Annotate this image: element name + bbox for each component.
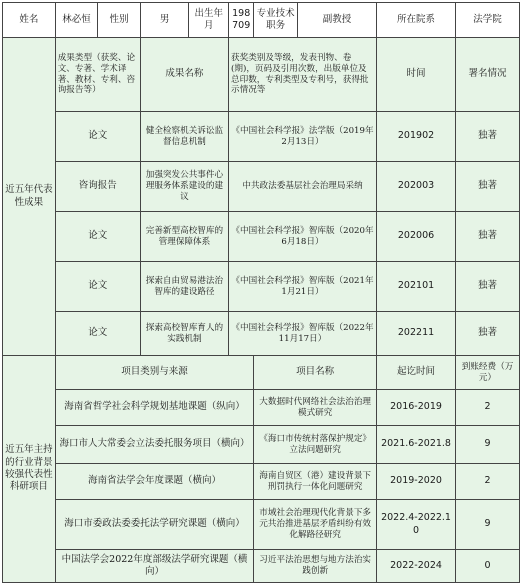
achievements-col-info: 获奖类别及等级，发表刊物、卷(期)，页码及引用次数，出版单位及总印数，专利类型及专利号，获得批示情况等 <box>229 38 377 112</box>
birth-label: 出生年月 <box>189 3 229 38</box>
project-name: 大数据时代网络社会法治治理模式研究 <box>254 390 377 426</box>
project-funds: 0 <box>456 550 520 583</box>
projects-col-source: 项目类别与来源 <box>55 356 254 390</box>
dept-label: 所在院系 <box>377 3 456 38</box>
name-label: 姓名 <box>3 3 56 38</box>
achievement-type: 论文 <box>55 112 140 162</box>
achievement-sign: 独著 <box>456 112 520 162</box>
project-period: 2022.4-2022.10 <box>377 500 456 550</box>
title-label: 专业技术职务 <box>254 3 298 38</box>
achievement-name: 探索自由贸易港法治智库的建设路径 <box>140 262 228 312</box>
achievement-name: 健全检察机关诉讼监督信息机制 <box>140 112 228 162</box>
achievement-name: 完善新型高校智库的管理保障体系 <box>140 212 228 262</box>
achievement-time: 202006 <box>377 212 456 262</box>
project-funds: 9 <box>456 426 520 464</box>
project-row <box>3 550 520 583</box>
achievements-col-sign: 署名情况 <box>456 38 520 112</box>
header-row <box>3 3 520 38</box>
name-value: 林必恒 <box>55 3 98 38</box>
achievements-section-label: 近五年代表性成果 <box>3 38 56 356</box>
project-row <box>3 464 520 500</box>
project-period: 2019-2020 <box>377 464 456 500</box>
form-table <box>2 2 520 583</box>
achievement-name: 加强突发公共事件心理服务体系建设的建议 <box>140 162 228 212</box>
achievement-row <box>3 162 520 212</box>
project-period: 2021.6-2021.8 <box>377 426 456 464</box>
achievement-sign: 独著 <box>456 312 520 356</box>
resume-form <box>2 2 520 577</box>
achievement-type: 论文 <box>55 212 140 262</box>
project-row <box>3 390 520 426</box>
achievements-col-time: 时间 <box>377 38 456 112</box>
achievements-col-type: 成果类型（获奖、论文、专著、学术译著、教材、专利、咨询报告等） <box>55 38 140 112</box>
achievement-time: 202101 <box>377 262 456 312</box>
achievement-info: 《中国社会科学报》法学版（2019年2月13日） <box>229 112 377 162</box>
project-funds: 9 <box>456 500 520 550</box>
achievement-time: 201902 <box>377 112 456 162</box>
achievement-info: 《中国社会科学报》智库版（2020年6月18日） <box>229 212 377 262</box>
achievement-row <box>3 312 520 356</box>
project-name: 海南自贸区（港）建设背景下刑罚执行一体化问题研究 <box>254 464 377 500</box>
achievements-header-row <box>3 38 520 112</box>
dept-value: 法学院 <box>456 3 520 38</box>
project-funds: 2 <box>456 464 520 500</box>
achievement-info: 《中国社会科学报》智库版（2022年11月17日） <box>229 312 377 356</box>
achievement-time: 202211 <box>377 312 456 356</box>
achievement-info: 中共政法委基层社会治理局采纳 <box>229 162 377 212</box>
project-source: 海口市人大常委会立法委托服务项目（横向） <box>55 426 254 464</box>
achievement-row <box>3 262 520 312</box>
project-source: 海口市委政法委委托法学研究课题（横向） <box>55 500 254 550</box>
projects-col-funds: 到账经费（万元） <box>456 356 520 390</box>
project-source: 中国法学会2022年度部级法学研究课题（横向） <box>55 550 254 583</box>
project-period: 2022-2024 <box>377 550 456 583</box>
birth-value: 198709 <box>229 3 254 38</box>
achievement-sign: 独著 <box>456 262 520 312</box>
achievement-type: 咨询报告 <box>55 162 140 212</box>
achievement-sign: 独著 <box>456 212 520 262</box>
achievement-name: 探索高校智库育人的实践机制 <box>140 312 228 356</box>
gender-label: 性别 <box>98 3 141 38</box>
achievement-sign: 独著 <box>456 162 520 212</box>
project-name: 市域社会治理现代化背景下多元共治推进基层矛盾纠纷有效化解路径研究 <box>254 500 377 550</box>
achievements-col-name: 成果名称 <box>140 38 228 112</box>
projects-col-period: 起讫时间 <box>377 356 456 390</box>
gender-value: 男 <box>140 3 189 38</box>
achievement-row <box>3 212 520 262</box>
project-period: 2016-2019 <box>377 390 456 426</box>
achievement-type: 论文 <box>55 312 140 356</box>
achievement-type: 论文 <box>55 262 140 312</box>
project-name: 习近平法治思想与地方法治实践创新 <box>254 550 377 583</box>
project-row <box>3 500 520 550</box>
achievement-time: 202003 <box>377 162 456 212</box>
projects-header-row <box>3 356 520 390</box>
achievement-info: 《中国社会科学报》智库版（2021年1月21日） <box>229 262 377 312</box>
projects-section-label: 近五年主持的行业背景较强代表性科研项目 <box>3 356 56 583</box>
project-source: 海南省哲学社会科学规划基地课题（纵向） <box>55 390 254 426</box>
project-row <box>3 426 520 464</box>
achievement-row <box>3 112 520 162</box>
project-source: 海南省法学会年度课题（横向） <box>55 464 254 500</box>
project-name: 《海口市传统村落保护规定》立法问题研究 <box>254 426 377 464</box>
title-value: 副教授 <box>297 3 376 38</box>
projects-col-name: 项目名称 <box>254 356 377 390</box>
project-funds: 2 <box>456 390 520 426</box>
